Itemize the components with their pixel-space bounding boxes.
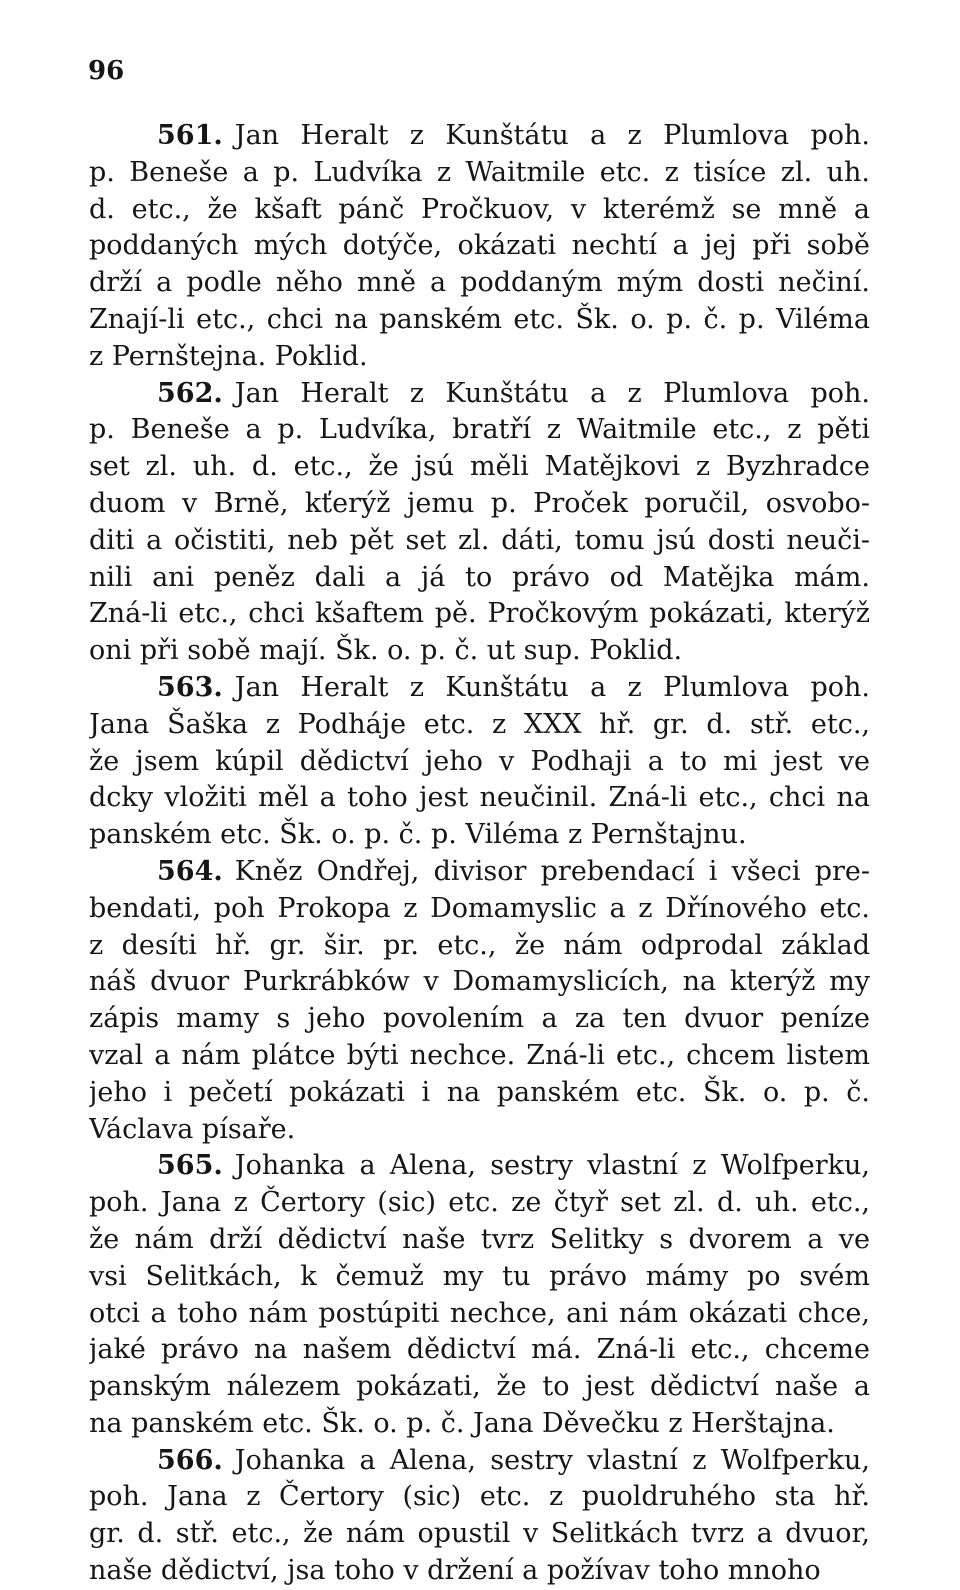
text-line [89,523,870,560]
line-text: náš dvuor Purkrábków v Domamyslicích, na kterýž my [89,966,870,998]
text-line [89,707,870,744]
text-line [89,1259,870,1296]
text-line [89,1222,870,1259]
text-line [89,1443,870,1480]
text-line [89,744,870,781]
line-text: Znají-li etc., chci na panském etc. Šk. o. p. č. p. Viléma [89,303,870,335]
text-line [89,486,870,523]
line-text: oni při sobě mají. Šk. o. p. č. ut sup. Poklid. [89,635,683,667]
text-line [89,854,870,891]
entry-561 [89,118,870,376]
body-text [89,118,870,1590]
line-text: Johanka a Alena, sestry vlastní z Wolfperku, [234,1150,870,1182]
line-text: jeho i pečetí pokázati i na panském etc. Šk. o. p. č. [89,1076,870,1108]
line-text: poh. Jana z Čertory (sic) etc. ze čtyř set zl. d. uh. etc., [89,1187,870,1219]
text-line [89,376,870,413]
page-number: 96 [88,56,125,86]
line-text: Jan Heralt z Kunštátu a z Plumlova poh. [234,120,870,151]
entry-number: 563. [157,671,223,703]
line-text: Johanka a Alena, sestry vlastní z Wolfperku, [234,1444,870,1476]
line-text: naše dědictví, jsa toho v držení a požívav toho mnoho [89,1555,821,1587]
text-line [89,1001,870,1038]
text-line [89,1148,870,1185]
text-line [89,265,870,302]
line-text: zápis mamy s jeho povolením a za ten dvuor peníze [89,1003,870,1035]
text-line [89,1369,870,1406]
text-line [89,928,870,965]
line-text: Jan Heralt z Kunštátu a z Plumlova poh. [234,671,870,703]
line-text: že nám drží dědictví naše tvrz Selitky s dvorem a ve [89,1223,870,1255]
text-line [89,596,870,633]
entry-number: 566. [157,1444,223,1476]
line-text: diti a očistiti, neb pět set zl. dáti, tomu jsú dosti neuči- [89,524,870,556]
line-text: poddaných mých dotýče, okázati nechtí a jej při sobě [89,230,870,262]
line-text: Václava písaře. [89,1113,296,1145]
line-text: Jan Heralt z Kunštátu a z Plumlova poh. [234,377,870,409]
text-line [89,449,870,486]
line-text: nili ani peněz dali a já to právo od Matějka mám. [89,561,870,593]
text-line [89,412,870,449]
text-line [89,1296,870,1333]
text-line [89,964,870,1001]
line-text: p. Beneše a p. Ludvíka, bratří z Waitmile etc., z pěti [89,414,870,446]
text-line [89,891,870,928]
text-line [89,1479,870,1516]
line-text: vsi Selitkách, k čemuž my tu právo mámy po svém [89,1260,870,1292]
line-text: z Pernštejna. Poklid. [89,340,368,372]
text-line [89,1553,870,1590]
text-line [89,339,870,376]
line-text: gr. d. stř. etc., že nám opustil v Selitkách tvrz a dvuor, [89,1518,870,1550]
text-line [89,670,870,707]
entry-564 [89,854,870,1148]
line-text: dcky vložiti měl a toho jest neučinil. Zná-li etc., chci na [89,782,870,814]
text-line [89,1075,870,1112]
line-text: Kněz Ondřej, divisor prebendací i všeci pre- [234,855,870,887]
text-line [89,560,870,597]
entry-number: 561. [157,120,223,151]
line-text: panském etc. Šk. o. p. č. p. Viléma z Pernštajnu. [89,819,747,851]
line-text: poh. Jana z Čertory (sic) etc. z puoldruhého sta hř. [89,1481,870,1513]
text-line [89,1516,870,1553]
text-line [89,228,870,265]
entry-565 [89,1148,870,1442]
line-text: set zl. uh. d. etc., že jsú měli Matějkovi z Byzhradce [89,451,870,483]
entry-562 [89,376,870,670]
text-line [89,1332,870,1369]
line-text: otci a toho nám postúpiti nechce, ani nám okázati chce, [89,1297,870,1329]
line-text: p. Beneše a p. Ludvíka z Waitmile etc. z tisíce zl. uh. [89,156,870,188]
entry-number: 564. [157,855,223,887]
text-line [89,780,870,817]
line-text: že jsem kúpil dědictví jeho v Podhaji a to mi jest ve [89,745,870,777]
line-text: duom v Brně, kťerýž jemu p. Proček poručil, osvobo- [89,487,870,519]
line-text: Jana Šaška z Podháje etc. z XXX hř. gr. d. stř. etc., [89,708,870,740]
line-text: panským nálezem pokázati, že to jest dědictví naše a [89,1371,870,1403]
line-text: d. etc., že kšaft pánč Pročkuov, v kterémž se mně a [89,193,870,225]
line-text: vzal a nám plátce býti nechce. Zná-li etc., chcem listem [89,1039,870,1071]
line-text: z desíti hř. gr. šir. pr. etc., že nám odprodal základ [89,929,870,961]
text-line [89,1185,870,1222]
entry-563 [89,670,870,854]
line-text: na panském etc. Šk. o. p. č. Jana Děvečku z Herštajna. [89,1407,835,1439]
line-text: bendati, poh Prokopa z Domamyslic a z Dřínového etc. [89,892,870,924]
entry-number: 565. [157,1150,223,1182]
line-text: drží a podle něho mně a poddaným mým dosti nečiní. [89,267,870,299]
text-line [89,155,870,192]
text-line [89,1112,870,1149]
text-line [89,1406,870,1443]
text-line [89,192,870,229]
entry-number: 562. [157,377,223,409]
text-line [89,817,870,854]
line-text: Zná-li etc., chci kšaftem pě. Pročkovým pokázati, kterýž [89,598,870,630]
line-text: jaké právo na našem dědictví má. Zná-li etc., chceme [89,1334,870,1366]
text-line [89,1038,870,1075]
text-line [89,302,870,339]
entry-566 [89,1443,870,1590]
text-line [89,633,870,670]
text-line [89,118,870,155]
